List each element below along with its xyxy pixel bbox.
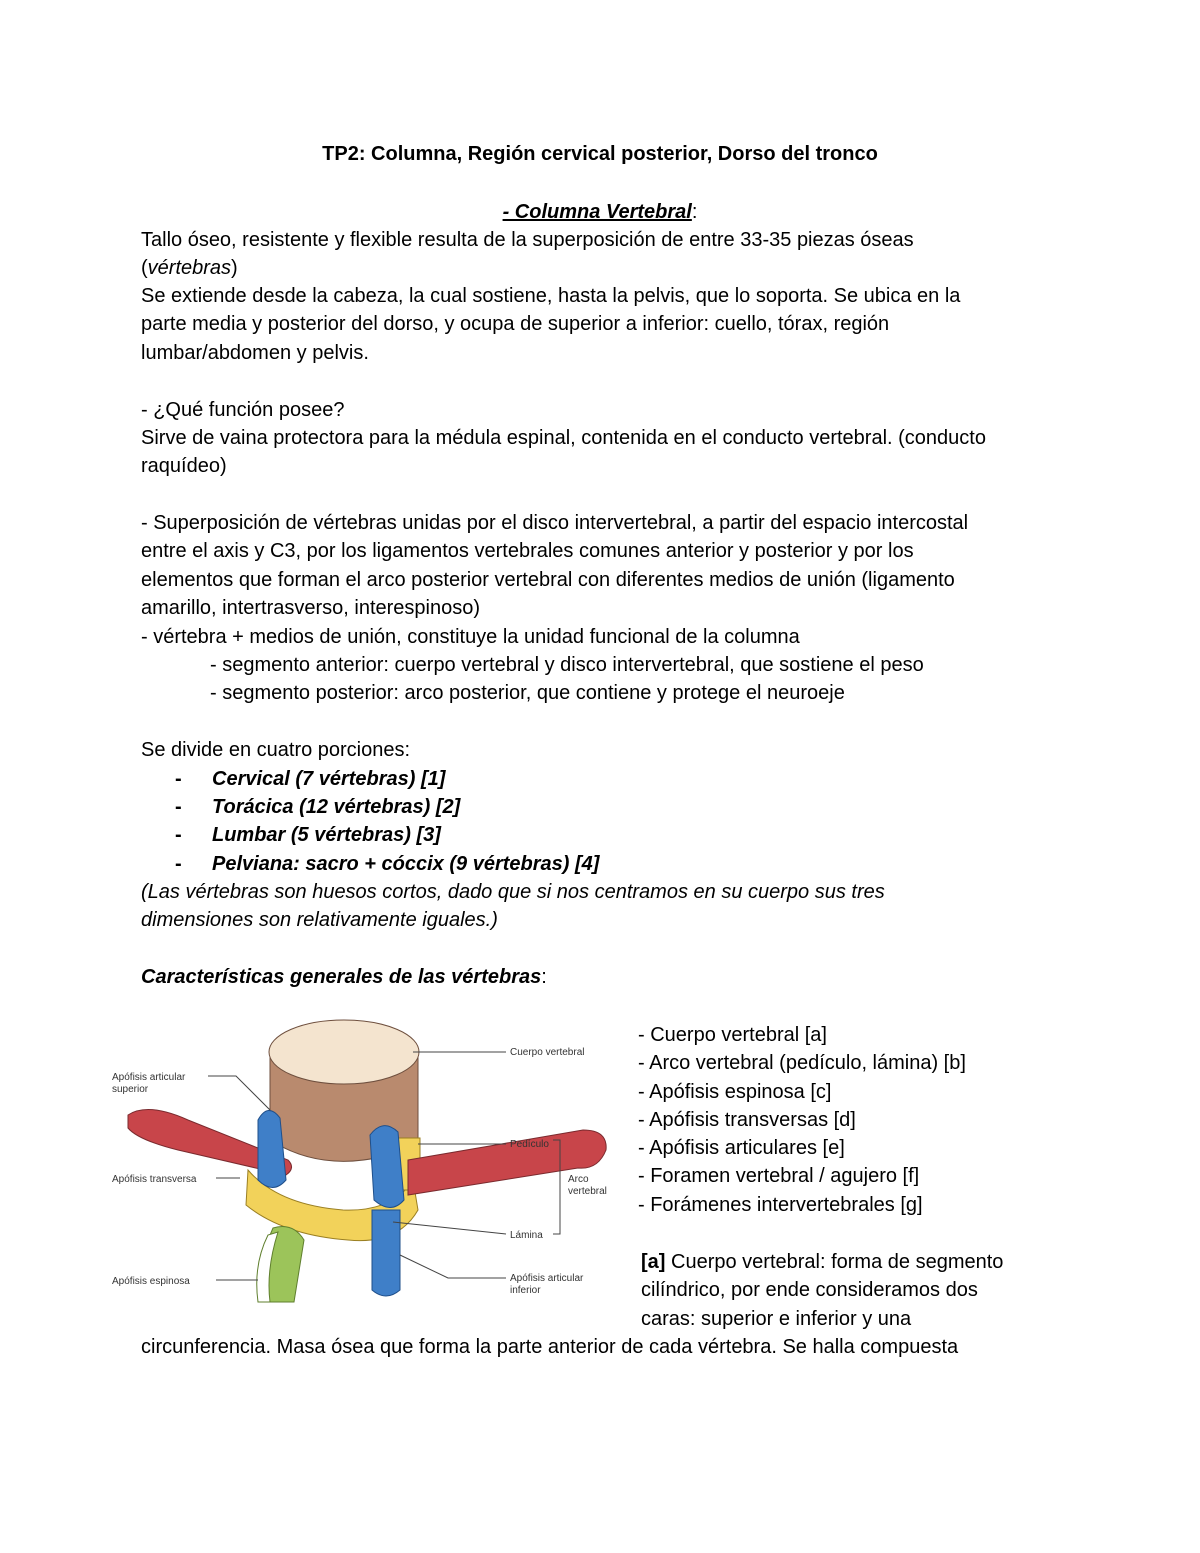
porcion-pelviana: Pelviana: sacro + cóccix (9 vértebras) [4] [212, 853, 600, 875]
bullet-dash: - [175, 796, 182, 818]
bullet-dash: - [175, 824, 182, 846]
leader-art-inf [400, 1255, 506, 1278]
leader-lamina [393, 1222, 506, 1234]
paren-open: ( [141, 257, 148, 279]
funcion-question: - ¿Qué función posee? [141, 399, 345, 421]
porciones-note-2: dimensiones son relativamente iguales.) [141, 909, 498, 931]
vertebral-body-top-shape [269, 1020, 419, 1084]
porcion-toracica: Torácica (12 vértebras) [2] [212, 796, 461, 818]
cuerpo-vertebral-desc-3: caras: superior e inferior y una [641, 1308, 912, 1330]
porciones-note-1: (Las vértebras son huesos cortos, dado que si nos centramos en su cuerpo sus tres [141, 881, 885, 903]
caracteristicas-heading [141, 963, 547, 991]
caracteristica-item: - Cuerpo vertebral [a] [638, 1024, 827, 1046]
caracteristica-item: - Apófisis articulares [e] [638, 1137, 845, 1159]
label-apofisis-articular-superior-2: superior [112, 1084, 149, 1095]
vertebra-illustration [108, 1010, 628, 1310]
porcion-cervical: Cervical (7 vértebras) [1] [212, 768, 446, 790]
superposicion-line-3: elementos que forman el arco posterior vertebral con diferentes medios de unión (ligamento [141, 569, 955, 591]
cuerpo-vertebral-desc-4: circunferencia. Masa ósea que forma la parte anterior de cada vértebra. Se halla compuesta [141, 1336, 959, 1358]
label-arco-1: Arco [568, 1174, 589, 1185]
superposicion-line-2: entre el axis y C3, por los ligamentos vertebrales comunes anterior y posterior y por los [141, 540, 914, 562]
paren-close: ) [231, 257, 238, 279]
superposicion-line-5: - vértebra + medios de unión, constituye la unidad funcional de la columna [141, 626, 800, 648]
caracteristica-item: - Arco vertebral (pedículo, lámina) [b] [638, 1052, 966, 1074]
tag-a: [a] [641, 1251, 666, 1273]
inferior-articular-shape [372, 1210, 400, 1296]
superposicion-line-4: amarillo, intertrasverso, interespinoso) [141, 597, 481, 619]
page-title: TP2: Columna, Región cervical posterior, Dorso del tronco [322, 143, 878, 165]
porciones-intro: Se divide en cuatro porciones: [141, 739, 411, 761]
label-apofisis-articular-superior-1: Apófisis articular [112, 1072, 186, 1083]
funcion-line-1: Sirve de vaina protectora para la médula espinal, contenida en el conducto vertebral. (conducto [141, 427, 986, 449]
intro-line-1: Tallo óseo, resistente y flexible resulta de la superposición de entre 33-35 piezas óseas [141, 229, 914, 251]
label-apofisis-espinosa: Apófisis espinosa [112, 1276, 190, 1287]
label-apofisis-transversa: Apófisis transversa [112, 1174, 197, 1185]
label-apofisis-articular-inferior-1: Apófisis articular [510, 1273, 584, 1284]
caracteristicas-heading-text: Características generales de las vértebras [141, 966, 542, 988]
label-cuerpo-vertebral: Cuerpo vertebral [510, 1047, 585, 1058]
label-pediculo: Pedículo [510, 1139, 549, 1150]
cuerpo-vertebral-desc-1 [641, 1248, 1003, 1276]
leader-art-sup [208, 1076, 270, 1110]
caracteristica-item: - Apófisis transversas [d] [638, 1109, 856, 1131]
funcion-line-2: raquídeo) [141, 455, 227, 477]
section-heading-text: - Columna Vertebral [502, 201, 692, 223]
cuerpo-vertebral-desc-2: cilíndrico, por ende consideramos dos [641, 1279, 978, 1301]
section-heading-colon: : [691, 201, 698, 223]
section-heading-columna [0, 198, 1200, 226]
segmento-posterior: - segmento posterior: arco posterior, que contiene y protege el neuroeje [210, 682, 845, 704]
superior-articular-right-shape [370, 1126, 404, 1208]
caracteristica-item: - Apófisis espinosa [c] [638, 1081, 832, 1103]
bullet-dash: - [175, 768, 182, 790]
bullet-dash: - [175, 853, 182, 875]
porcion-lumbar: Lumbar (5 vértebras) [3] [212, 824, 441, 846]
vertebras-italic: vértebras [147, 257, 232, 279]
superposicion-line-1: - Superposición de vértebras unidas por el disco intervertebral, a partir del espacio intercostal [141, 512, 969, 534]
label-arco-2: vertebral [568, 1186, 607, 1197]
caracteristica-item: - Forámenes intervertebrales [g] [638, 1194, 923, 1216]
label-lamina: Lámina [510, 1230, 543, 1241]
intro-line-4: parte media y posterior del dorso, y ocupa de superior a inferior: cuello, tórax, región [141, 313, 890, 335]
intro-line-2 [141, 254, 238, 282]
intro-line-3: Se extiende desde la cabeza, la cual sostiene, hasta la pelvis, que lo soporta. Se ubica en la [141, 285, 961, 307]
caracteristicas-heading-colon: : [541, 966, 547, 988]
desc-text: Cuerpo vertebral: forma de segmento [665, 1251, 1004, 1273]
caracteristica-item: - Foramen vertebral / agujero [f] [638, 1165, 920, 1187]
segmento-anterior: - segmento anterior: cuerpo vertebral y disco intervertebral, que sostiene el peso [210, 654, 924, 676]
intro-line-5: lumbar/abdomen y pelvis. [141, 342, 369, 364]
label-apofisis-articular-inferior-2: inferior [510, 1285, 541, 1296]
